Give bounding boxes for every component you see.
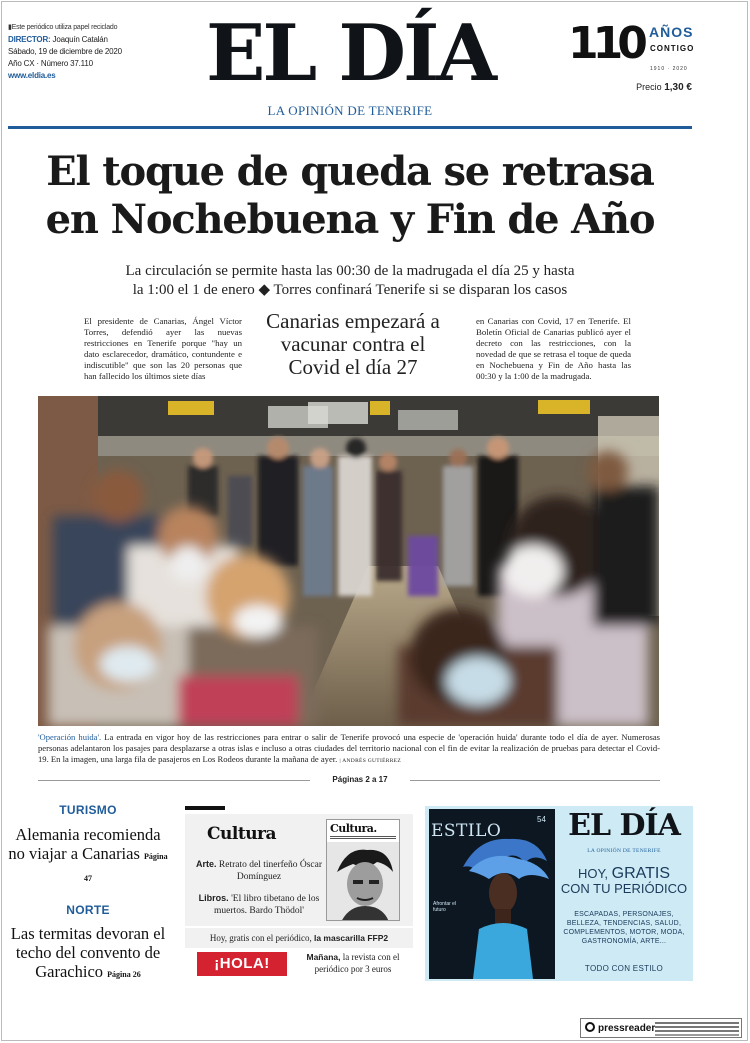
photo-caption xyxy=(38,732,660,767)
anniversary-years: AÑOS xyxy=(649,24,694,40)
brief-norte-page: Página 26 xyxy=(107,970,141,979)
portrait-illustration xyxy=(327,842,400,921)
price: Precio 1,30 € xyxy=(636,82,692,93)
promo-free-offer: HOY, GRATIS CON TU PERIÓDICO xyxy=(560,865,688,896)
cultura-accent-bar xyxy=(185,806,225,810)
section-norte: NORTE xyxy=(66,903,110,917)
newspaper-subtitle: LA OPINIÓN DE TENERIFE xyxy=(267,103,433,118)
recycled-paper-note: ▮Este periódico utiliza papel reciclado xyxy=(8,24,118,31)
anniversary-number: 110 xyxy=(568,18,642,69)
pages-reference[interactable]: Páginas 2 a 17 xyxy=(310,775,410,784)
cultura-item-libros: Libros. 'El libro tibetano de los muertos. Bardo Thödol' xyxy=(198,893,320,916)
estilo-promo[interactable] xyxy=(425,806,693,981)
hola-logo[interactable]: ¡HOLA! xyxy=(197,952,287,976)
estilo-cover-line: Afrontar el futuro xyxy=(433,901,457,913)
brief-turismo-page: Página 47 xyxy=(84,852,168,883)
cultura-magazine-rule xyxy=(330,836,396,839)
cultura-title: Cultura xyxy=(207,824,277,844)
lead-subhead: La circulación se permite hasta las 00:30 de la madrugada el día 25 y hasta la 1:00 el 1 de enero ◆ Torres confinará Tenerife si se disparan los casos xyxy=(125,263,575,298)
promo-logo-subtitle: LA OPINIÓN DE TENERIFE xyxy=(587,848,661,854)
lead-headline[interactable]: El toque de queda se retrasa en Nochebuena y Fin de Año xyxy=(45,148,655,243)
photo-illustration xyxy=(38,396,659,726)
pressreader-badge[interactable] xyxy=(580,1018,742,1038)
director-name: Joaquín Catalán xyxy=(52,35,108,44)
newspaper-logo: EL DÍA xyxy=(205,8,495,99)
cultura-item-arte: Arte. Retrato del tinerfeño Óscar Domínguez xyxy=(195,859,323,882)
price-value: 1,30 € xyxy=(664,82,692,93)
airport-queue-photo[interactable] xyxy=(38,396,659,726)
brief-turismo[interactable]: Alemania recomienda no viajar a Canarias Página 47 xyxy=(8,825,168,883)
cultura-magazine-title: Cultura. xyxy=(330,822,377,835)
cultura-box[interactable] xyxy=(185,814,413,926)
brief-norte[interactable]: Las termitas devoran el techo del convento de Garachico Página 26 xyxy=(10,924,166,981)
lead-body-left: El presidente de Canarias, Ángel Víctor Torres, defendió ayer las nuevas restricciones en Tenerife porque "hay un dato esclarecedor, dramático, contundente e indiscutible" que son las 20 personas que han fallecido los últimos siete días xyxy=(84,316,242,381)
lead-body-right: en Canarias con Covid, 17 en Tenerife. El Boletín Oficial de Canarias publicó ayer el decreto con las restricciones, con la novedad de que se retrasa el toque de queda en Nochebuena y Fin de Año hasta las 00:30 y la 1:00 de la madrugada. xyxy=(476,316,631,381)
director-label: DIRECTOR: xyxy=(8,35,51,44)
photo-credit: | ANDRÉS GUTIÉRREZ xyxy=(339,758,401,764)
caption-lead: 'Operación huida'. xyxy=(38,732,102,742)
anniversary-tagline: CONTIGO xyxy=(650,44,695,53)
anniversary-badge xyxy=(566,18,696,77)
masthead-divider xyxy=(8,126,692,129)
promo-footer: TODO CON ESTILO xyxy=(584,964,664,973)
anniversary-range: 1910 · 2020 xyxy=(650,66,688,72)
section-turismo: TURISMO xyxy=(59,803,117,817)
cover-model-illustration xyxy=(429,809,555,979)
cultura-magazine-cover xyxy=(326,819,400,921)
website-link[interactable]: www.eldia.es xyxy=(8,71,56,80)
estilo-cover-title: ESTILO xyxy=(431,821,502,841)
caption-body: La entrada en vigor hoy de las restricciones para entrar o salir de Tenerife provocó una especie de 'operación huida' durante todo el día de ayer. Numerosas personas adelantaron los pasajes para desplazarse a otras islas e incluso a otras ciudades del territorio nacional con el fin de evitar la realización de pruebas para detectar el Covid-19. En la imagen, una larga fila de pasajeros en Los Rodeos durante la mañana de ayer. xyxy=(38,732,661,764)
issue-number: Año CX · Número 37.110 xyxy=(8,59,93,68)
vaccine-headline[interactable]: Canarias empezará a vacunar contra el Covid el día 27 xyxy=(266,309,440,379)
pressreader-icon xyxy=(585,1022,595,1032)
issue-date: Sábado, 19 de diciembre de 2020 xyxy=(8,47,122,56)
promo-logo: EL DÍA xyxy=(568,808,680,843)
estilo-magazine-cover xyxy=(429,809,555,979)
estilo-cover-number: 54 xyxy=(537,815,546,824)
tomorrow-promo: Mañana, la revista con el periódico por 3 euros xyxy=(306,952,400,974)
pressreader-fineprint xyxy=(655,1022,739,1024)
masthead-info xyxy=(8,22,158,82)
pressreader-logo: pressreader xyxy=(585,1022,655,1034)
today-promo[interactable]: Hoy, gratis con el periódico, la mascarilla FFP2 xyxy=(185,928,413,948)
promo-topics: ESCAPADAS, PERSONAJES, BELLEZA, TENDENCIAS, SALUD, COMPLEMENTOS, MOTOR, MODA, GASTRONOMÍA, ARTE... xyxy=(563,911,685,945)
